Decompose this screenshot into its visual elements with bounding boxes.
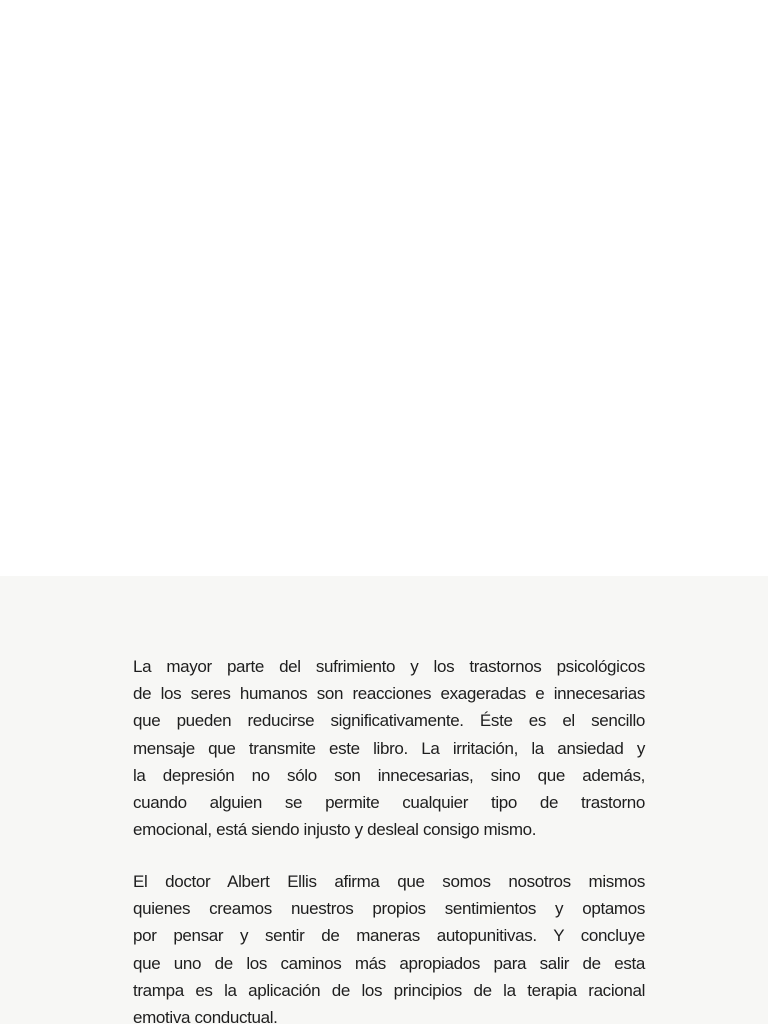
- paragraph-line: emocional, está siendo injusto y desleal consigo mismo.: [133, 820, 537, 840]
- paragraph-line: que uno de los caminos más apropiados para salir de esta: [133, 953, 645, 973]
- paragraph-line: El doctor Albert Ellis afirma que somos nosotros mismos: [133, 872, 645, 891]
- paragraph-line: La mayor parte del sufrimiento y los trastornos psicológicos: [133, 657, 645, 676]
- paragraph-2: [133, 868, 645, 1031]
- paragraph-line: cuando alguien se permite cualquier tipo de trastorno: [133, 793, 645, 813]
- paragraph-line: por pensar y sentir de maneras autopunitivas. Y concluye: [133, 926, 645, 946]
- paragraph-1: [133, 653, 645, 843]
- paragraph-line: trampa es la aplicación de los principios de la terapia racional: [133, 980, 645, 1000]
- paragraph-line: mensaje que transmite este libro. La irritación, la ansiedad y: [133, 738, 645, 758]
- paragraph-line: de los seres humanos son reacciones exageradas e innecesarias: [133, 684, 645, 704]
- paragraph-line: la depresión no sólo son innecesarias, sino que además,: [133, 765, 645, 785]
- paragraph-line: emotiva conductual.: [133, 1008, 278, 1028]
- paragraph-line: que pueden reducirse significativamente. Éste es el sencillo: [133, 711, 645, 731]
- paragraph-line: quienes creamos nuestros propios sentimientos y optamos: [133, 899, 645, 919]
